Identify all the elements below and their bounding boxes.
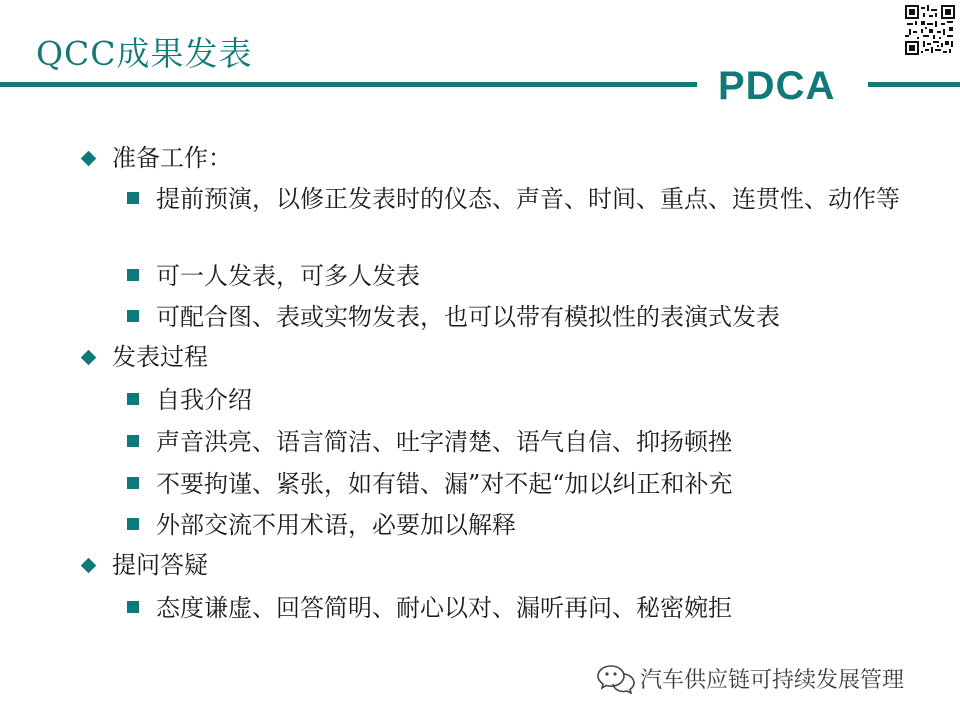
square-bullet-icon [127,310,139,322]
square-bullet-icon [127,192,139,204]
footer-text: 汽车供应链可持续发展管理 [640,667,905,693]
list-item-text: 自我介绍 [156,386,252,414]
qr-code-icon [905,5,955,55]
square-bullet-icon [127,477,139,489]
header-rule-left [0,82,697,87]
square-bullet-icon [127,269,139,281]
list-item [124,509,914,541]
diamond-bullet-icon [81,558,97,574]
list-item-text: 声音洪亮、语言简洁、吐字清楚、语气自信、抑扬顿挫 [156,428,732,456]
list-item [124,301,914,333]
list-item [124,384,914,416]
list-item-text: 态度谦虚、回答简明、耐心以对、漏听再问、秘密婉拒 [156,594,732,622]
slide-title: QCC成果发表 [36,34,253,73]
list-item-text: 外部交流不用术语，必要加以解释 [156,511,516,539]
square-bullet-icon [127,601,139,613]
list-item [124,468,914,500]
section-heading [79,343,208,371]
list-item [124,592,914,624]
square-bullet-icon [127,518,139,530]
diamond-bullet-icon [81,350,97,366]
pdca-badge: PDCA [718,64,836,108]
list-item-text: 可一人发表，可多人发表 [156,262,420,290]
section-heading-text: 准备工作： [112,144,232,172]
section-heading [79,144,232,172]
list-item-text: 不要拘谨、紧张，如有错、漏”对不起“加以纠正和补充 [156,470,733,498]
list-item [124,260,914,292]
section-heading-text: 发表过程 [112,343,208,371]
section-heading [79,551,208,579]
section-heading-text: 提问答疑 [112,551,208,579]
footer-watermark [596,662,904,694]
list-item [124,426,914,458]
wechat-icon [596,662,636,694]
list-item-text: 提前预演，以修正发表时的仪态、声音、时间、重点、连贯性、动作等 [156,185,900,213]
list-item [124,183,914,215]
square-bullet-icon [127,435,139,447]
list-item-text: 可配合图、表或实物发表，也可以带有模拟性的表演式发表 [156,303,780,331]
diamond-bullet-icon [81,151,97,167]
header-rule-right [868,82,960,87]
square-bullet-icon [127,393,139,405]
